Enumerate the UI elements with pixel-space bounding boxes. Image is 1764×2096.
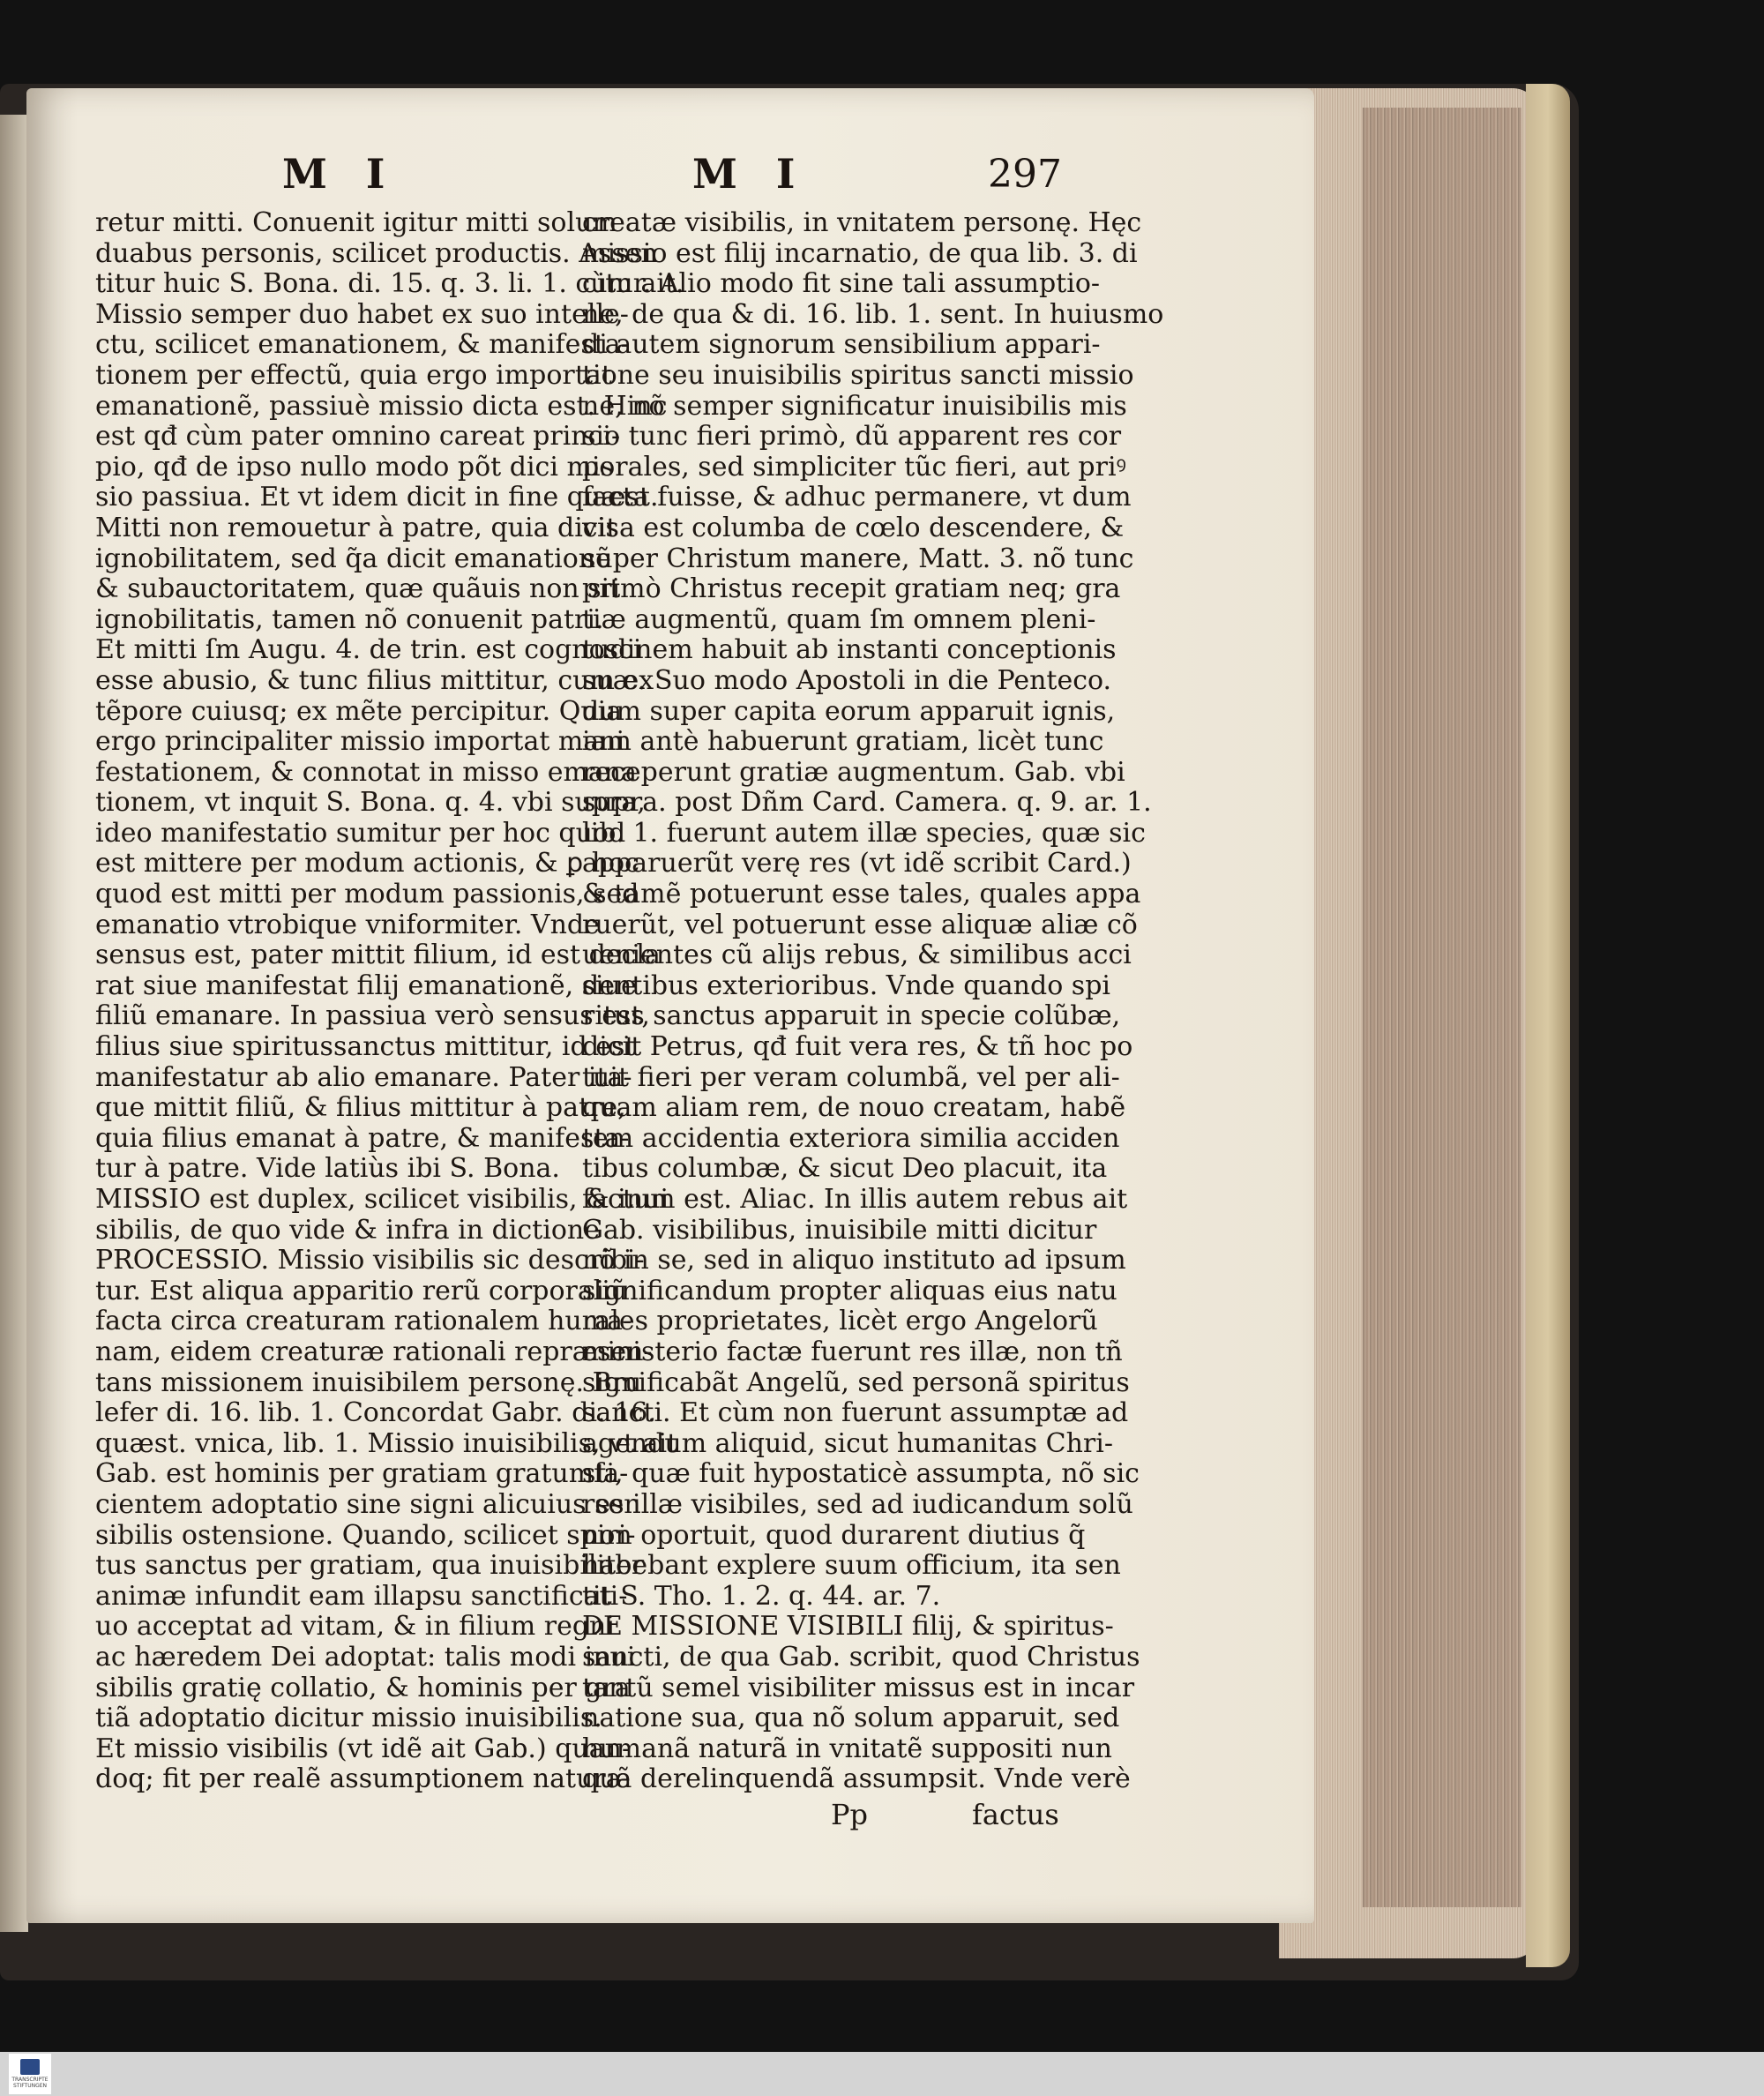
text-line: super Christum manere, Matt. 3. nõ tunc — [582, 543, 1134, 574]
text-line: ne, de qua & di. 16. lib. 1. sent. In huiusmo — [582, 298, 1164, 330]
text-line: tus sanctus per gratiam, qua inuisibiliter — [95, 1550, 645, 1582]
viewer-bottom-bar — [0, 2052, 1764, 2096]
text-line: apparuerũt verę res (vt idẽ scribit Card.) — [582, 848, 1132, 880]
text-line: & subauctoritatem, quæ quãuis non sit — [95, 573, 621, 605]
text-line: rat siue manifestat filij emanationẽ, siue — [95, 969, 637, 1001]
text-line: est qđ cùm pater omnino careat princi- — [95, 421, 621, 453]
text-line: dicit Petrus, qđ fuit vera res, & tñ hoc po — [582, 1031, 1133, 1063]
text-line: receperunt gratiæ augmentum. Gab. vbi — [582, 756, 1125, 788]
text-line: filiũ emanare. In passiua verò sensus est, — [95, 1000, 650, 1032]
text-line: supra. post Dñm Card. Camera. q. 9. ar. 1. — [582, 787, 1152, 819]
text-line: natione sua, qua nõ solum apparuit, sed — [582, 1703, 1120, 1734]
text-line: manifestatur ab alio emanare. Pater ita- — [95, 1061, 632, 1093]
text-line: suæ. Suo modo Apostoli in die Penteco. — [582, 664, 1112, 696]
text-line: & tamẽ potuerunt esse tales, quales appa — [582, 879, 1141, 910]
text-line: rales proprietates, licèt ergo Angelorũ — [582, 1306, 1098, 1337]
text-line: iam antè habuerunt gratiam, licèt tunc — [582, 726, 1104, 758]
text-line: Et missio visibilis (vt idẽ ait Gab.) quan- — [95, 1733, 632, 1764]
text-line: nõ in se, sed in aliquo instituto ad ipsum — [582, 1245, 1126, 1276]
text-line: ac hæredem Dei adoptat: talis modi inui — [95, 1641, 636, 1673]
text-line: Gab. est hominis per gratiam gratumfa- — [95, 1458, 629, 1490]
text-line: que mittit filiũ, & filius mittitur à patre, — [95, 1092, 626, 1124]
text-line: humanã naturã in vnitatẽ suppositi nun — [582, 1733, 1112, 1764]
text-line: non oportuit, quod durarent diutius q̃ — [582, 1519, 1086, 1551]
text-line: tantũ semel visibiliter missus est in incar — [582, 1672, 1135, 1703]
text-line: lefer di. 16. lib. 1. Concordat Gabr. di. 16. — [95, 1397, 656, 1429]
text-line: ne, nõ semper significatur inuisibilis mis — [582, 390, 1127, 422]
text-line: porales, sed simpliciter tũc fieri, aut priꝰ — [582, 451, 1126, 483]
text-line: habebant explere suum officium, ita sen — [582, 1550, 1121, 1582]
facing-page-edge — [0, 115, 28, 1932]
text-line: ignobilitatis, tamen nõ conuenit patri. — [95, 603, 604, 635]
text-line: dentibus exterioribus. Vnde quando spi — [582, 969, 1111, 1001]
text-line: quia filius emanat à patre, & manifesta- — [95, 1122, 630, 1154]
text-line: tur à patre. Vide latiùs ibi S. Bona. — [95, 1153, 560, 1185]
library-logo[interactable] — [9, 2054, 51, 2094]
running-head-left: M I — [282, 150, 398, 198]
text-line: creatæ visibilis, in vnitatem personę. Hęc — [582, 207, 1142, 238]
text-line: est mittere per modum actionis, & ꝑ hoc — [95, 848, 639, 880]
text-line: tiæ augmentũ, quam ſm omnem pleni- — [582, 603, 1096, 635]
text-line: tuit fieri per veram columbã, vel per ali- — [582, 1061, 1120, 1093]
text-line: quam aliam rem, de nouo creatam, habẽ — [582, 1092, 1126, 1124]
text-column-left — [95, 207, 684, 1795]
text-line: emanationẽ, passiuè missio dicta est. Hinc — [95, 390, 668, 422]
text-line: filius siue spiritussanctus mittitur, id est — [95, 1031, 636, 1063]
text-line: tibus columbæ, & sicut Deo placuit, ita — [582, 1153, 1108, 1185]
text-line: animæ infundit eam illapsu sanctificati- — [95, 1580, 628, 1612]
text-line: esse abusio, & tunc filius mittitur, cum ex — [95, 664, 654, 696]
text-line: res illæ visibiles, sed ad iudicandum solũ — [582, 1488, 1133, 1520]
running-head-center: M I — [692, 150, 808, 198]
text-line: doq; fit per realẽ assumptionem naturæ — [95, 1763, 631, 1795]
text-line: duabus personis, scilicet productis. Assen — [95, 237, 658, 269]
text-line: tem accidentia exteriora similia acciden — [582, 1122, 1120, 1154]
text-line: tionem per effectũ, quia ergo importat — [95, 359, 612, 391]
text-line: sancti. Et cùm non fuerunt assumptæ ad — [582, 1397, 1129, 1429]
text-line: retur mitti. Conuenit igitur mitti solum — [95, 207, 617, 238]
text-line: uo acceptat ad vitam, & in filium regni — [95, 1611, 615, 1643]
text-line: primò Christus recepit gratiam neq; gra — [582, 573, 1121, 605]
text-line: tione seu inuisibilis spiritus sancti missio — [582, 359, 1134, 391]
text-line: sio passiua. Et vt idem dicit in fine quæst. — [95, 482, 659, 513]
text-line: nam, eidem creaturæ rationali repræsen- — [95, 1336, 653, 1367]
text-line: tiã adoptatio dicitur missio inuisibilis. — [95, 1703, 602, 1734]
text-line: factum est. Aliac. In illis autem rebus ait — [582, 1184, 1128, 1215]
cover-edge — [1526, 84, 1570, 1967]
text-line: quæst. vnica, lib. 1. Missio inuisibilis, vt ait — [95, 1427, 678, 1459]
text-line: sti, quæ fuit hypostaticè assumpta, nõ sic — [582, 1458, 1140, 1490]
library-logo-icon — [20, 2059, 40, 2075]
library-logo-text: TRANSCRIPTE STIFTUNGEN — [11, 2077, 49, 2089]
text-line: Et mitti ſm Augu. 4. de trin. est cognosci — [95, 634, 642, 666]
text-line: di autem signorum sensibilium appari- — [582, 329, 1101, 361]
text-line: sio tunc fieri primò, dũ apparent res cor — [582, 421, 1122, 453]
text-line: tans missionem inuisibilem personę. Bru — [95, 1366, 642, 1398]
catchword: factus — [972, 1798, 1059, 1831]
text-line: facta fuisse, & adhuc permanere, vt dum — [582, 482, 1132, 513]
text-line: PROCESSIO. Missio visibilis sic describi- — [95, 1245, 645, 1276]
text-line: dum super capita eorum apparuit ignis, — [582, 695, 1116, 727]
text-line: tit S. Tho. 1. 2. q. 44. ar. 7. — [582, 1580, 941, 1612]
text-line: pio, qđ de ipso nullo modo põt dici mis — [95, 451, 614, 483]
text-line: significandum propter aliquas eius natu — [582, 1275, 1117, 1306]
text-line: quod est mitti per modum passionis, sed — [95, 879, 639, 910]
text-line: tur. Est aliqua apparitio rerũ corporaliũ — [95, 1275, 628, 1306]
text-line: missio est filij incarnatio, de qua lib. 3. di — [582, 237, 1138, 269]
text-line: significabãt Angelũ, sed personã spiritus — [582, 1366, 1130, 1398]
text-line: ignobilitatem, sed q̃a dicit emanationẽ — [95, 543, 611, 574]
text-line: sibilis, de quo vide & infra in dictione — [95, 1214, 600, 1246]
fore-edge-speckle — [1363, 108, 1521, 1907]
page-number: 297 — [988, 152, 1062, 197]
text-line: lib. 1. fuerunt autem illæ species, quæ sic — [582, 817, 1146, 849]
text-line: Missio semper duo habet ex suo intelle- — [95, 298, 629, 330]
text-line: facta circa creaturam rationalem huma- — [95, 1306, 632, 1337]
text-line: sibilis gratię collatio, & hominis per gra — [95, 1672, 631, 1703]
text-line: Gab. visibilibus, inuisibile mitti dicitur — [582, 1214, 1097, 1246]
text-line: sancti, de qua Gab. scribit, quod Christus — [582, 1641, 1140, 1673]
text-line: ministerio factæ fuerunt res illæ, non tñ — [582, 1336, 1123, 1367]
text-line: ideo manifestatio sumitur per hoc quod — [95, 817, 626, 849]
text-line: titur huic S. Bona. di. 15. q. 3. li. 1. cùm ait. — [95, 268, 684, 300]
text-line: emanatio vtrobique vniformiter. Vnde — [95, 909, 600, 940]
text-line: tudinem habuit ab instanti conceptionis — [582, 634, 1117, 666]
text-line: sensus est, pater mittit filium, id est decla — [95, 939, 661, 971]
text-line: festationem, & connotat in misso emana — [95, 756, 638, 788]
text-line: quã derelinquendã assumpsit. Vnde verè — [582, 1763, 1131, 1795]
text-line: Mitti non remouetur à patre, quia dicit — [95, 512, 617, 543]
text-line: uenientes cũ alijs rebus, & similibus acci — [582, 939, 1132, 971]
text-line: agendum aliquid, sicut humanitas Chri- — [582, 1427, 1113, 1459]
text-line: ergo principaliter missio importat mani — [95, 726, 625, 758]
text-line: citur. Alio modo fit sine tali assumptio- — [582, 268, 1101, 300]
text-line: MISSIO est duplex, scilicet visibilis, & inui — [95, 1184, 669, 1215]
text-line: sibilis ostensione. Quando, scilicet spiri- — [95, 1519, 636, 1551]
text-line: DE MISSIONE VISIBILI filij, & spiritus- — [582, 1611, 1114, 1643]
text-line: ruerũt, vel potuerunt esse aliquæ aliæ cõ — [582, 909, 1138, 940]
text-line: tionem, vt inquit S. Bona. q. 4. vbi supra, — [95, 787, 646, 819]
text-line: ctu, scilicet emanationem, & manifesta- — [95, 329, 630, 361]
signature-mark: Pp — [831, 1798, 869, 1831]
text-line: tẽpore cuiusq; ex mẽte percipitur. Quia — [95, 695, 623, 727]
text-line: ritus sanctus apparuit in specie colũbæ, — [582, 1000, 1121, 1032]
text-line: visa est columba de cœlo descendere, & — [582, 512, 1125, 543]
text-line: cientem adoptatio sine signi alicuius sen — [95, 1488, 641, 1520]
text-column-right — [582, 207, 1164, 1795]
